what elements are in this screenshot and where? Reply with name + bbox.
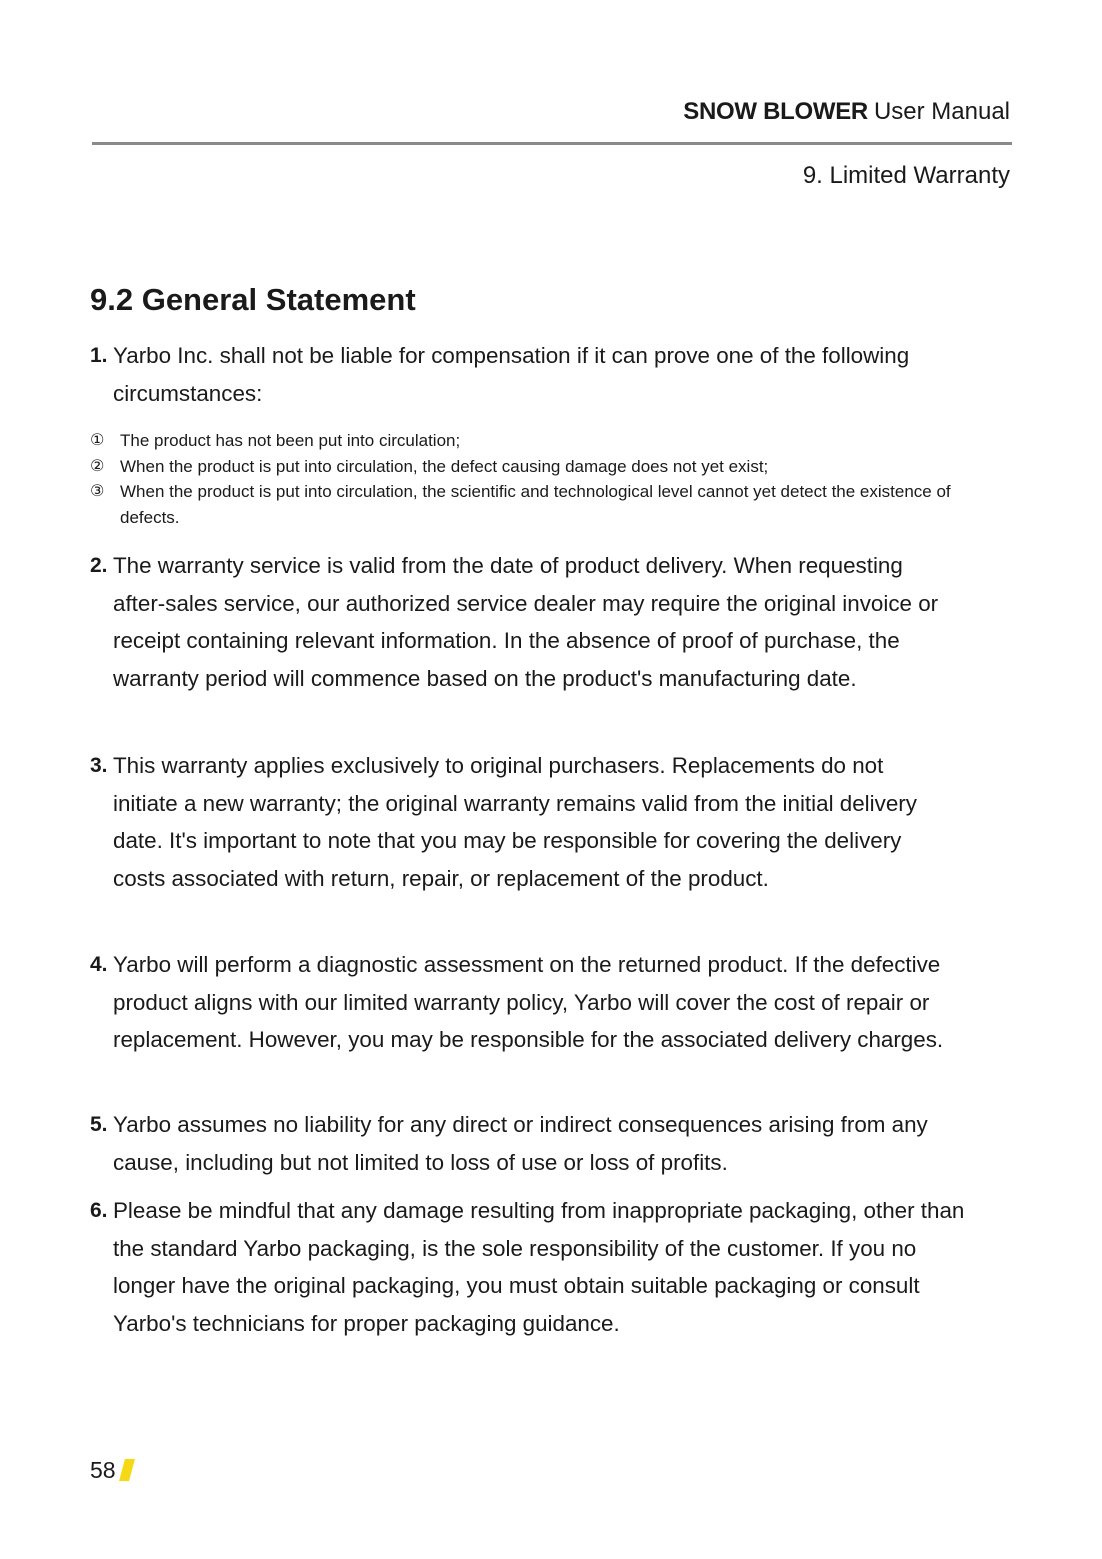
- list-item-text: The warranty service is valid from the date of product delivery. When requesting after-sales service, our authorized service dealer may require the original invoice or receipt containing relevant information. In the absence of proof of purchase, the warranty period will commence based on the product's manufacturing date.: [113, 553, 939, 691]
- circled-number-marker: ①: [90, 432, 105, 449]
- list-item-1: [90, 337, 1010, 412]
- sub-item-text: When the product is put into circulation, the defect causing damage does not yet exist;: [120, 457, 769, 476]
- header-divider: [92, 142, 1012, 145]
- list-item-3: [90, 747, 940, 897]
- list-item-4: [90, 946, 962, 1059]
- sub-item-2: [90, 454, 970, 480]
- page-number: 58: [90, 1457, 116, 1483]
- page-footer: [90, 1455, 132, 1485]
- list-item-number: 3.: [90, 754, 108, 777]
- sub-item-text: The product has not been put into circulation;: [120, 431, 461, 450]
- list-item-number: 2.: [90, 554, 108, 577]
- manual-label: User Manual: [873, 98, 1010, 125]
- list-item-text: Yarbo assumes no liability for any direct or indirect consequences arising from any cause, including but not limited to loss of use or loss of profits.: [113, 1112, 928, 1175]
- section-title: 9.2 General Statement: [90, 282, 416, 317]
- list-item-text: Yarbo will perform a diagnostic assessment on the returned product. If the defective product aligns with our limited warranty policy, Yarbo will cover the cost of repair or replacement. However, you may be responsible for the associated delivery charges.: [113, 952, 944, 1052]
- sub-item-3: [90, 479, 970, 530]
- list-item-number: 4.: [90, 953, 108, 976]
- list-item-text: This warranty applies exclusively to original purchasers. Replacements do not initiate a new warranty; the original warranty remains valid from the initial delivery date. It's important to note that you may be responsible for covering the delivery costs associated with return, repair, or replacement of the product.: [113, 753, 917, 891]
- sub-item-1: [90, 428, 970, 454]
- circled-number-marker: ②: [90, 458, 105, 475]
- list-item-number: 5.: [90, 1113, 108, 1136]
- list-item-number: 1.: [90, 344, 108, 367]
- chapter-label: 9. Limited Warranty: [802, 162, 1010, 189]
- list-item-number: 6.: [90, 1199, 108, 1222]
- list-item-text: Please be mindful that any damage resulting from inappropriate packaging, other than the standard Yarbo packaging, is the sole responsibility of the customer. If you no longer have the original packaging, you must obtain suitable packaging or consult Yarbo's technicians for proper packaging guidance.: [113, 1198, 965, 1336]
- sub-item-text: When the product is put into circulation, the scientific and technological level cannot yet detect the existence of defects.: [120, 482, 951, 527]
- list-item-text: Yarbo Inc. shall not be liable for compensation if it can prove one of the following circumstances:: [113, 343, 910, 406]
- list-item-2: [90, 547, 940, 697]
- page-header: [683, 96, 1010, 128]
- list-item-6: [90, 1192, 970, 1342]
- product-name: SNOW BLOWER: [683, 98, 868, 125]
- circled-number-marker: ③: [90, 483, 105, 500]
- page-accent-mark: [119, 1459, 135, 1481]
- list-item-5: [90, 1106, 940, 1181]
